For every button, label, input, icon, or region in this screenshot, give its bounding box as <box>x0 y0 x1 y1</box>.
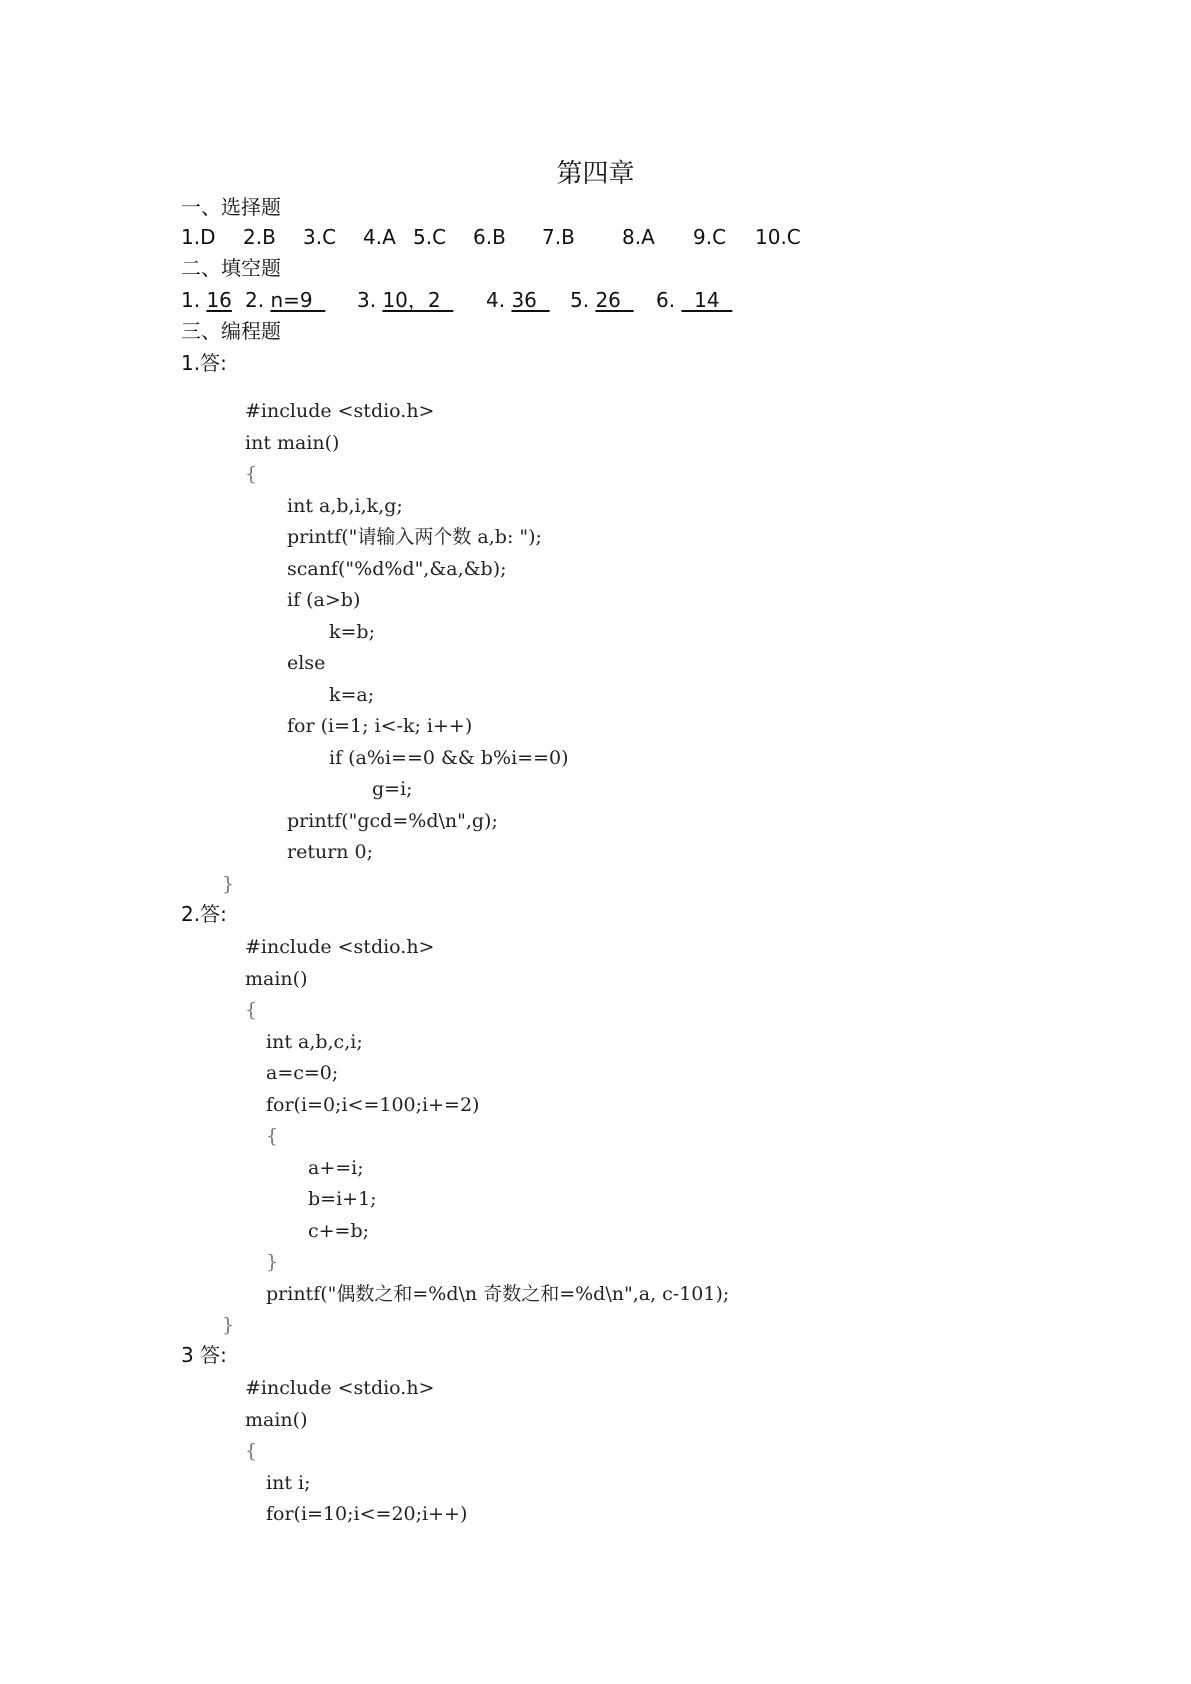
choice-answer: 3.C <box>303 225 337 249</box>
code-line: } <box>222 1314 235 1336</box>
program-label: 2.答: <box>181 902 227 926</box>
code-line: int i; <box>266 1472 311 1494</box>
code-line: int main() <box>245 432 340 454</box>
code-line: printf("请输入两个数 a,b: "); <box>287 526 542 548</box>
choice-answer: 2.B <box>243 225 276 249</box>
code-line: } <box>266 1251 279 1273</box>
code-line: c+=b; <box>308 1220 370 1242</box>
fill-answer <box>181 285 232 315</box>
choice-answer: 1.D <box>181 225 216 249</box>
choice-answers-row <box>181 222 881 252</box>
chapter-title: 第四章 <box>556 159 635 189</box>
code-line: { <box>245 1440 258 1462</box>
code-line: #include <stdio.h> <box>245 936 435 958</box>
code-line: for(i=10;i<=20;i++) <box>266 1503 468 1525</box>
fill-answer <box>570 285 634 315</box>
section-heading-program: 三、编程题 <box>181 319 281 343</box>
code-line: { <box>245 999 258 1021</box>
fill-blank: 16 <box>206 288 232 312</box>
code-line: a+=i; <box>308 1157 364 1179</box>
choice-answer: 7.B <box>542 225 575 249</box>
code-line: { <box>266 1125 279 1147</box>
code-line: main() <box>245 1409 308 1431</box>
fill-answer <box>486 285 550 315</box>
code-line: for (i=1; i<-k; i++) <box>287 715 473 737</box>
choice-answer: 9.C <box>693 225 727 249</box>
code-line: return 0; <box>287 841 374 863</box>
code-line: { <box>245 463 258 485</box>
choice-answer: 4.A <box>363 225 396 249</box>
program-label: 1.答: <box>181 351 227 375</box>
fill-blank: 26 <box>595 288 634 312</box>
code-line: k=a; <box>329 684 375 706</box>
fill-answer <box>357 285 453 315</box>
code-line: int a,b,i,k,g; <box>287 495 403 517</box>
choice-answer: 6.B <box>473 225 506 249</box>
code-line: g=i; <box>372 778 413 800</box>
fill-answers-row <box>181 285 881 315</box>
fill-number: 5. <box>570 288 590 312</box>
fill-blank: 14 <box>681 288 733 312</box>
code-line: else <box>287 652 326 674</box>
fill-number: 1. <box>181 288 201 312</box>
choice-answer: 8.A <box>622 225 655 249</box>
fill-number: 3. <box>357 288 377 312</box>
section-heading-choice: 一、选择题 <box>181 195 281 219</box>
code-line: k=b; <box>329 621 375 643</box>
choice-answer: 5.C <box>413 225 447 249</box>
choice-answer: 10.C <box>755 225 801 249</box>
code-line: b=i+1; <box>308 1188 377 1210</box>
fill-number: 4. <box>486 288 506 312</box>
code-line: } <box>222 873 235 895</box>
fill-number: 6. <box>656 288 676 312</box>
code-line: printf("gcd=%d\n",g); <box>287 810 498 832</box>
code-line: scanf("%d%d",&a,&b); <box>287 558 507 580</box>
fill-blank: 36 <box>511 288 550 312</box>
fill-blank: 10，2 <box>382 288 454 312</box>
code-line: main() <box>245 968 308 990</box>
code-line: #include <stdio.h> <box>245 1377 435 1399</box>
code-line: printf("偶数之和=%d\n 奇数之和=%d\n",a, c-101); <box>266 1283 730 1305</box>
fill-answer <box>245 285 325 315</box>
code-line: #include <stdio.h> <box>245 400 435 422</box>
program-label: 3 答: <box>181 1343 227 1367</box>
fill-answer <box>656 285 732 315</box>
code-line: if (a%i==0 && b%i==0) <box>329 747 569 769</box>
code-line: a=c=0; <box>266 1062 339 1084</box>
section-heading-fill: 二、填空题 <box>181 256 281 280</box>
fill-blank: n=9 <box>270 288 326 312</box>
code-line: int a,b,c,i; <box>266 1031 363 1053</box>
fill-number: 2. <box>245 288 265 312</box>
code-line: if (a>b) <box>287 589 361 611</box>
code-line: for(i=0;i<=100;i+=2) <box>266 1094 480 1116</box>
